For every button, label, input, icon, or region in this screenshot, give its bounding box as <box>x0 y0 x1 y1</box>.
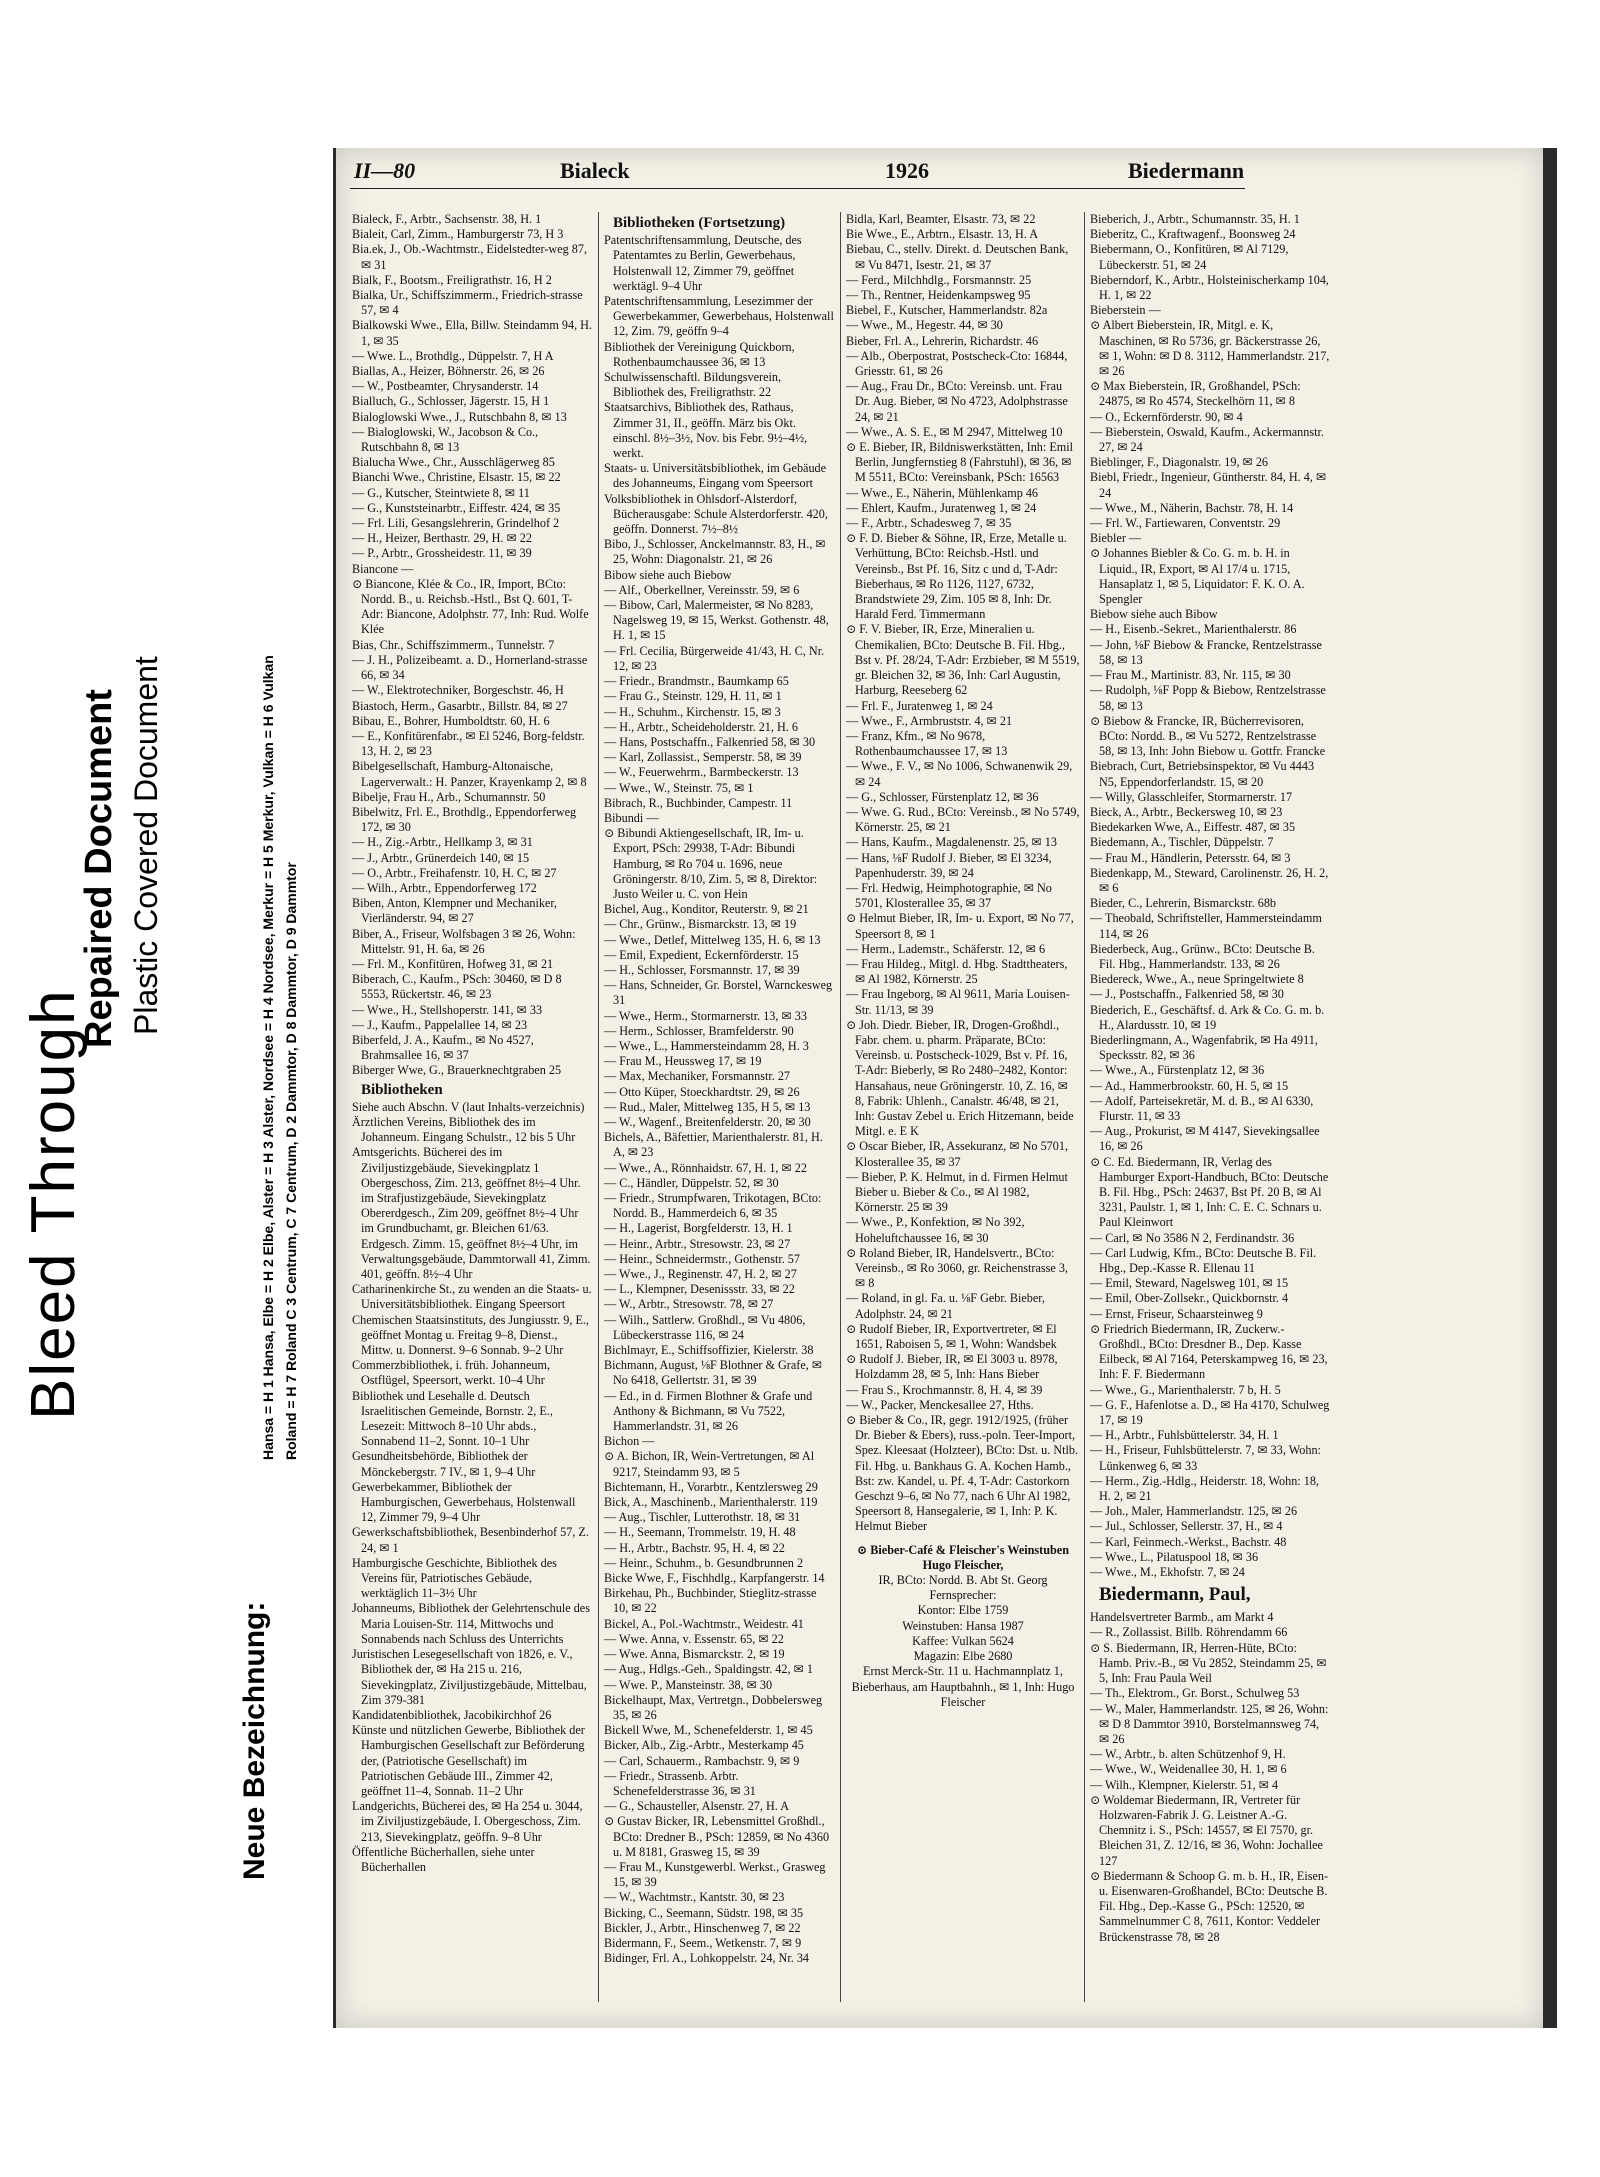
directory-entry: Commerzbibliothek, i. früh. Johanneum, Ostflügel, Speersort, werkt. 10–4 Uhr <box>352 1358 551 1388</box>
directory-entry: Ärztlichen Vereins, Bibliothek des im Johanneum. Eingang Schulstr., 12 bis 5 Uhr <box>352 1114 576 1145</box>
page-header <box>350 158 1245 189</box>
directory-entry: — Theobald, Schriftsteller, Hammersteindamm 114, ✉ 26 <box>1090 911 1322 941</box>
directory-entry: Biedermann, Paul, <box>1099 1584 1251 1606</box>
directory-entry: — J., Kaufm., Pappelallee 14, ✉ 23 <box>352 1017 528 1032</box>
directory-entry: — E., Konfitürenfabr., ✉ El 5246, Borg-feldstr. 13, H. 2, ✉ 23 <box>352 728 585 759</box>
directory-entry: Bidinger, Frl. A., Lohkoppelstr. 24, Nr. 34 <box>604 1951 810 1966</box>
directory-entry: Bieder, C., Lehrerin, Bismarckstr. 68b <box>1090 896 1277 911</box>
directory-entry: — J., Arbtr., Grünerdeich 140, ✉ 15 <box>352 850 530 865</box>
directory-entry: — Carl Ludwig, Kfm., BCto: Deutsche B. Fil. Hbg., Dep.-Kasse R. Ellenau 11 <box>1090 1245 1317 1276</box>
directory-entry: — Wwe. L., Brothdlg., Düppelstr. 7, H A <box>352 348 554 363</box>
directory-entry: Bieberich, J., Arbtr., Schumannstr. 35, H. 1 <box>1090 212 1300 226</box>
directory-entry: — O., Arbtr., Freihafenstr. 10, H. C, ✉ 27 <box>352 865 557 880</box>
directory-entry: — Wwe., F., Armbruststr. 4, ✉ 21 <box>846 713 1013 728</box>
directory-entry: — Wwe., L., Pilatuspool 18, ✉ 36 <box>1090 1549 1259 1564</box>
directory-entry: — Carl, ✉ No 3586 N 2, Ferdinandstr. 36 <box>1090 1230 1295 1245</box>
directory-entry: Bichlmayr, E., Schiffsoffizier, Kielerstr. 38 <box>604 1343 814 1358</box>
directory-entry: Biastoch, Herm., Gasarbtr., Billstr. 84, ✉ 27 <box>352 698 568 713</box>
directory-entry: — H., Arbtr., Fuhlsbüttelerstr. 34, H. 1 <box>1090 1428 1279 1443</box>
directory-entry: Bialeck, F., Arbtr., Sachsenstr. 38, H. 1 <box>352 212 542 226</box>
directory-entry: — Wwe., G., Marienthalerstr. 7 b, H. 5 <box>1090 1382 1281 1397</box>
cafe-line: Kaffee: Vulkan 5624 <box>912 1633 1014 1648</box>
directory-entry: — Wwe., P., Konfektion, ✉ No 392, Hoheluftchaussee 16, ✉ 30 <box>846 1215 1025 1245</box>
directory-entry: — Frl. W., Fartiewaren, Conventstr. 29 <box>1090 516 1281 531</box>
directory-entry: — Frl. Lili, Gesangslehrerin, Grindelhof 2 <box>352 516 560 531</box>
directory-entry: — Karl, Zollassist., Semperstr. 58, ✉ 39 <box>604 750 802 765</box>
directory-entry: — Heinr., Arbtr., Stresowstr. 23, ✉ 27 <box>604 1236 791 1251</box>
directory-entry: — H., Schuhm., Kirchenstr. 15, ✉ 3 <box>604 704 781 719</box>
directory-entry: ⊙ Biebow & Francke, IR, Bücherrevisoren, BCto: Nordd. B., ✉ Vu 5272, Rentzelstrasse 58, ✉ 13, Inh: John Biebow u. Gottfr. Francke <box>1090 713 1326 759</box>
directory-entry: — Wilh., Arbtr., Eppendorferweg 172 <box>352 880 537 895</box>
directory-entry: Bidla, Karl, Beamter, Elsastr. 73, ✉ 22 <box>846 212 1036 226</box>
directory-entry: Biederbeck, Aug., Grünw., BCto: Deutsche B. Fil. Hbg., Hammerlandstr. 133, ✉ 26 <box>1090 941 1315 971</box>
directory-entry: Bialkowski Wwe., Ella, Billw. Steindamm 94, H. 1, ✉ 35 <box>352 318 592 348</box>
directory-entry: Biederich, E., Geschäftsf. d. Ark & Co. G. m. b. H., Alardusstr. 10, ✉ 19 <box>1090 1002 1325 1032</box>
directory-entry: — Wwe., W., Weidenallee 30, H. 1, ✉ 6 <box>1090 1762 1287 1777</box>
directory-entry: — Roland, in gl. Fa. u. ⅛F Gebr. Bieber, Adolphstr. 24, ✉ 21 <box>846 1291 1045 1321</box>
column-2 <box>604 212 834 2012</box>
directory-entry: — Wwe. Anna, v. Essenstr. 65, ✉ 22 <box>604 1631 784 1646</box>
directory-entry: ⊙ Friedrich Biedermann, IR, Zuckerw.-Großhdl., BCto: Dresdner B., Dep. Kasse Eilbeck, ✉ Al 7164, Peterskampweg 16, ✉ 23, Inh: F. F. Biedermann <box>1090 1321 1328 1382</box>
directory-entry: — Otto Küper, Stoeckhardtstr. 29, ✉ 26 <box>604 1084 800 1099</box>
column-1 <box>352 212 592 2012</box>
directory-entry: ⊙ Bibundi Aktiengesellschaft, IR, Im- u. Export, PSch: 29938, T-Adr: Bibundi Hamburg, ✉ Ro 704 u. 1696, neue Gröningerstr. 8/10, Zim. 5, ✉ 8, Direktor: Justo Weiler u. C. von Hein <box>604 826 818 901</box>
directory-entry: ⊙ Bieber & Co., IR, gegr. 1912/1925, (früher Dr. Bieber & Ebers), russ.-poln. Teer-Import, Spez. Kleesaat (Holzteer), BCto: Dst. u. Ntlb. Fil. Hbg. u. Bankhaus G. A. Kochen Hamb., Bst: zw. Kandel, u. Pf. 4, T-Adr: Castorkorn Geschzt 9–6, ✉ No 77, nach 6 Uhr Al 1982, Speersort 8, Hansegalerie, ✉ 1, Inh: P. K. Helmut Bieber <box>846 1413 1079 1534</box>
directory-entry: — Frl. Cecilia, Bürgerweide 41/43, H. C, Nr. 12, ✉ 23 <box>604 643 825 673</box>
directory-entry: — W., Wachtmstr., Kantstr. 30, ✉ 23 <box>604 1890 785 1905</box>
column-divider <box>1084 212 1085 2002</box>
directory-entry: Bick, A., Maschinenb., Marienthalerstr. 119 <box>604 1495 818 1510</box>
directory-entry: Bibelje, Frau H., Arb., Schumannstr. 50 <box>352 789 546 804</box>
directory-entry: — C., Händler, Düppelstr. 52, ✉ 30 <box>604 1175 779 1190</box>
directory-entry: — Hans, Kaufm., Magdalenenstr. 25, ✉ 13 <box>846 835 1057 850</box>
directory-entry: — W., Arbtr., b. alten Schützenhof 9, H. <box>1090 1747 1286 1762</box>
directory-entry: Bicking, C., Seemann, Südstr. 198, ✉ 35 <box>604 1905 804 1920</box>
directory-entry: Bichmann, August, ⅛F Blothner & Grafe, ✉ No 6418, Gellertstr. 31, ✉ 39 <box>604 1358 823 1388</box>
directory-entry: Bialucha Wwe., Chr., Ausschlägerweg 85 <box>352 455 555 470</box>
directory-entry: — Rud., Maler, Mittelweg 135, H 5, ✉ 13 <box>604 1099 811 1114</box>
directory-entry: — Wwe., Detlef, Mittelweg 135, H. 6, ✉ 13 <box>604 932 821 947</box>
directory-entry: — Wwe. G. Rud., BCto: Vereinsb., ✉ No 5749, Körnerstr. 25, ✉ 21 <box>846 804 1080 835</box>
directory-entry: — Wwe., M., Hegestr. 44, ✉ 30 <box>846 318 1003 333</box>
directory-entry: Bichtemann, H., Vorarbtr., Kentzlersweg 29 <box>604 1479 818 1494</box>
directory-entry: — J. H., Polizeibeamt. a. D., Hornerland-strasse 66, ✉ 34 <box>352 652 588 683</box>
margin-line-2: Roland = H 7 Roland C 3 Centrum, C 7 Centrum, D 2 Dammtor, D 8 Dammtor, D 9 Dammtor <box>283 862 299 1460</box>
directory-entry: ⊙ Gustav Bicker, IR, Lebensmittel Großhdl., BCto: Dredner B., PSch: 12859, ✉ No 4360 u. M 8181, Grasweg 15, ✉ 39 <box>604 1814 830 1859</box>
directory-entry: — Max, Mechaniker, Forsmannstr. 27 <box>604 1069 791 1084</box>
directory-entry: ⊙ C. Ed. Biedermann, IR, Verlag des Hamburger Export-Handbuch, BCto: Deutsche B. Fil. Hbg., PSch: 24637, Bst Pf. 20 B, ✉ Al 3231, Paulstr. 1, ✉ 1, Inh: C. E. C. Schnars u. Paul Kleinwort <box>1090 1154 1329 1230</box>
margin-line-1: Hansa = H 1 Hansa, Elbe = H 2 Elbe, Alster = H 3 Alster, Nordsee = H 4 Nordsee, Merkur = H 5 Merkur, Vulkan = H 6 Vulkan <box>260 655 276 1460</box>
page-number: II—80 <box>354 158 416 183</box>
directory-entry: Kandidatenbibliothek, Jacobikirchhof 26 <box>352 1707 552 1722</box>
directory-entry: — Hans, Schneider, Gr. Borstel, Warnckesweg 31 <box>604 978 833 1008</box>
directory-entry: — Wwe., W., Steinstr. 75, ✉ 1 <box>604 780 754 795</box>
directory-entry: Bieberitz, C., Kraftwagenf., Boonsweg 24 <box>1090 227 1296 242</box>
directory-entry: Biebrach, Curt, Betriebsinspektor, ✉ Vu 4443 N5, Eppendorferlandstr. 15, ✉ 20 <box>1090 759 1315 789</box>
directory-entry: — Ernst, Friseur, Schaarsteinweg 9 <box>1090 1306 1263 1321</box>
directory-entry: Biedemann, A., Tischler, Düppelstr. 7 <box>1090 835 1274 850</box>
directory-entry: — Wwe., Herm., Stormarnerstr. 13, ✉ 33 <box>604 1008 807 1023</box>
directory-entry: — Friedr., Brandmstr., Baumkamp 65 <box>604 674 789 689</box>
directory-entry: — G., Schlosser, Fürstenplatz 12, ✉ 36 <box>846 789 1039 804</box>
directory-entry: Chemischen Staatsinstituts, des Jungiusstr. 9, E., geöffnet Montag u. Freitag 9–8, Dienst., Mittw. u. Donnerst. 9–6 Sonnab. 9–2 Uhr <box>352 1312 589 1358</box>
directory-entry: Bianchi Wwe., Christine, Elsastr. 15, ✉ 22 <box>352 470 561 485</box>
directory-entry: — Wwe., M., Näherin, Bachstr. 78, H. 14 <box>1090 500 1294 515</box>
directory-entry: Bieblinger, F., Diagonalstr. 19, ✉ 26 <box>1090 455 1269 470</box>
directory-entry: — G., Kutscher, Steintwiete 8, ✉ 11 <box>352 485 530 500</box>
directory-entry: — Friedr., Strumpfwaren, Trikotagen, BCto: Nordd. B., Hammerdeich 6, ✉ 35 <box>604 1191 822 1221</box>
directory-entry: — Aug., Hdlgs.-Geh., Spaldingstr. 42, ✉ 1 <box>604 1662 813 1677</box>
directory-entry: — Frau M., Heussweg 17, ✉ 19 <box>604 1054 762 1069</box>
page-edge <box>1543 148 1557 2028</box>
directory-entry: Landgerichts, Bücherei des, ✉ Ha 254 u. 3044, im Ziviljustizgebäude, I. Obergeschoss, Zim. 213, Sievekingplatz, geöffn. 9–8 Uhr <box>352 1799 583 1844</box>
directory-entry: — F., Arbtr., Schadesweg 7, ✉ 35 <box>846 516 1012 531</box>
directory-entry: Bibow siehe auch Biebow <box>604 567 732 582</box>
directory-entry: ⊙ A. Bichon, IR, Wein-Vertretungen, ✉ Al 9217, Steindamm 93, ✉ 5 <box>604 1449 815 1479</box>
directory-entry: Biebow siehe auch Bibow <box>1090 607 1218 622</box>
column-3 <box>846 212 1080 2012</box>
directory-entry: Biberfeld, J. A., Kaufm., ✉ No 4527, Brahmsallee 16, ✉ 37 <box>352 1032 534 1063</box>
directory-entry: — J., Postschaffn., Falkenried 58, ✉ 30 <box>1090 987 1284 1002</box>
directory-entry: Bibelwitz, Frl. E., Brothdlg., Eppendorferweg 172, ✉ 30 <box>352 804 577 835</box>
directory-entry: — H., Lagerist, Borgfelderstr. 13, H. 1 <box>604 1221 793 1236</box>
directory-entry: — H., Arbtr., Bachstr. 95, H. 4, ✉ 22 <box>604 1540 785 1555</box>
directory-entry: Biben, Anton, Klempner und Mechaniker, Vierländerstr. 94, ✉ 27 <box>352 896 557 926</box>
directory-entry: — Wwe., J., Reginenstr. 47, H. 2, ✉ 27 <box>604 1267 797 1282</box>
cafe-line: IR, BCto: Nordd. B. Abt St. Georg <box>878 1573 1048 1588</box>
directory-entry: — Wwe., H., Stellshoperstr. 141, ✉ 33 <box>352 1002 543 1017</box>
directory-entry: Bicker, Alb., Zig.-Arbtr., Mesterkamp 45 <box>604 1738 804 1753</box>
plastic-covered-stamp: Plastic Covered Document <box>128 656 164 1035</box>
column-3-entries <box>846 212 1080 1535</box>
directory-entry: — H., Arbtr., Scheideholderstr. 21, H. 6 <box>604 719 798 734</box>
directory-entry: — G., Schausteller, Alsenstr. 27, H. A <box>604 1799 790 1814</box>
directory-entry: Biedenkapp, M., Steward, Carolinenstr. 26, H. 2, ✉ 6 <box>1090 865 1329 895</box>
directory-entry: Catharinenkirche St., zu wenden an die Staats- u. Universitätsbibliothek. Eingang Speersort <box>352 1282 592 1312</box>
directory-entry: — Frau M., Kunstgewerbl. Werkst., Grasweg 15, ✉ 39 <box>604 1859 826 1890</box>
header-first-entry: Bialeck <box>560 158 630 183</box>
directory-entry: Volksbibliothek in Ohlsdorf-Alsterdorf, Bücherausgabe: Schule Alsterdorferstr. 420, geöffn. Donnerst. 7½–8½ <box>604 491 828 537</box>
directory-entry: ⊙ Helmut Bieber, IR, Im- u. Export, ✉ No 77, Speersort 8, ✉ 1 <box>846 911 1074 941</box>
directory-entry: — Herm., Lademstr., Schäferstr. 12, ✉ 6 <box>846 941 1046 956</box>
directory-entry: — P., Arbtr., Grossheidestr. 11, ✉ 39 <box>352 546 532 561</box>
directory-entry: Bibrach, R., Buchbinder, Campestr. 11 <box>604 795 793 810</box>
directory-entry: Bibliothek der Vereinigung Quickborn, Rothenbaumchaussee 36, ✉ 13 <box>604 339 795 369</box>
directory-entry: Bieck, A., Arbtr., Beckersweg 10, ✉ 23 <box>1090 804 1283 819</box>
directory-entry: — W., Postbeamter, Chrysanderstr. 14 <box>352 379 539 394</box>
directory-entry: Bibliotheken <box>361 1081 443 1098</box>
directory-entry: — H., Eisenb.-Sekret., Marienthalerstr. 86 <box>1090 622 1297 637</box>
header-last-entry: Biedermann <box>1128 158 1245 183</box>
cafe-line: Fernsprecher: <box>929 1588 997 1603</box>
directory-entry: — Emil, Expedient, Eckernförderstr. 15 <box>604 947 799 962</box>
directory-entry: — G., Kunststeinarbtr., Eiffestr. 424, ✉ 35 <box>352 500 561 515</box>
directory-entry: Biederlingmann, A., Wagenfabrik, ✉ Ha 4911, Specksstr. 82, ✉ 36 <box>1090 1032 1318 1063</box>
directory-entry: Biebau, C., stellv. Direkt. d. Deutschen Bank, ✉ Vu 8471, Isestr. 21, ✉ 37 <box>846 242 1069 272</box>
directory-entry: Bichon — <box>604 1434 655 1449</box>
directory-entry: — L., Klempner, Desenissstr. 33, ✉ 22 <box>604 1282 795 1297</box>
directory-entry: — Bialoglowski, W., Jacobson & Co., Rutschbahn 8, ✉ 13 <box>352 424 539 455</box>
directory-entry: — Frau G., Steinstr. 129, H. 11, ✉ 1 <box>604 689 782 704</box>
directory-entry: — Franz, Kfm., ✉ No 9678, Rothenbaumchaussee 17, ✉ 13 <box>846 728 1008 759</box>
directory-entry: — Wwe. P., Mansteinstr. 38, ✉ 30 <box>604 1677 773 1692</box>
directory-entry: — W., Packer, Menckesallee 27, Hths. <box>846 1397 1034 1412</box>
directory-entry: Staats- u. Universitätsbibliothek, im Gebäude des Johanneums, Eingang vom Speersort <box>604 461 827 491</box>
directory-entry: ⊙ Rudolf J. Bieber, IR, ✉ El 3003 u. 8978, Holzdamm 28, ✉ 5, Inh: Hans Bieber <box>846 1352 1058 1382</box>
directory-entry: — Wwe. Anna, Bismarckstr. 2, ✉ 19 <box>604 1647 785 1662</box>
directory-entry: Biancone — <box>352 561 414 576</box>
directory-entry: Bickell Wwe, M., Schenefelderstr. 1, ✉ 45 <box>604 1723 813 1738</box>
directory-entry: Biberger Wwe, G., Brauerknechtgraben 25 <box>352 1063 562 1078</box>
directory-entry: Handelsvertreter Barmb., am Markt 4 <box>1090 1610 1274 1625</box>
directory-entry: — Th., Elektrom., Gr. Borst., Schulweg 53 <box>1090 1686 1300 1701</box>
directory-entry: Gewerkschaftsbibliothek, Besenbinderhof 57, Z. 24, ✉ 1 <box>352 1525 589 1555</box>
directory-entry: ⊙ F. D. Bieber & Söhne, IR, Erze, Metalle u. Verhüttung, BCto: Reichsb.-Hstl. und Vereinsb., Bst Pf. 16, Sitz c und d, T-Adr: Bieberhaus, ✉ Ro 1126, 1127, 6732, Brandstwiete 29, Zim. 105 ✉ 8, Inh: Dr. Harald Ferd. Timmermann <box>846 531 1067 622</box>
directory-entry: — Wwe., E., Näherin, Mühlenkamp 46 <box>846 485 1039 500</box>
directory-entry: — W., Wagenf., Breitenfelderstr. 20, ✉ 30 <box>604 1114 811 1129</box>
cafe-name: ⊙ Bieber-Café & Fleischer's Weinstuben Hugo Fleischer, <box>857 1542 1069 1572</box>
directory-entry: — Aug., Tischler, Lutterothstr. 18, ✉ 31 <box>604 1510 801 1525</box>
directory-entry: ⊙ Oscar Bieber, IR, Assekuranz, ✉ No 5701, Klosterallee 35, ✉ 37 <box>846 1139 1068 1169</box>
directory-entry: — Herm., Schlosser, Bramfelderstr. 90 <box>604 1023 794 1038</box>
directory-entry: — Carl, Schauerm., Rambachstr. 9, ✉ 9 <box>604 1753 800 1768</box>
directory-entry: ⊙ Johannes Biebler & Co. G. m. b. H. in Liquid., IR, Export, ✉ Al 17/4 u. 1715, Hansaplatz 1, ✉ 5, Liquidator: F. K. O. A. Spengler <box>1090 546 1305 607</box>
directory-entry: — Frau Hildeg., Mitgl. d. Hbg. Stadttheaters, ✉ Al 1982, Körnerstr. 25 <box>846 956 1068 987</box>
directory-entry: Bibo, J., Schlosser, Anckelmannstr. 83, H., ✉ 25, Wohn: Diagonalstr. 21, ✉ 26 <box>604 537 826 567</box>
directory-entry: — H., Friseur, Fuhlsbüttelerstr. 7, ✉ 33, Wohn: Lünkenweg 6, ✉ 33 <box>1090 1443 1321 1473</box>
directory-entry: — Aug., Prokurist, ✉ M 4147, Sievekingsallee 16, ✉ 26 <box>1090 1124 1320 1154</box>
directory-entry: Bidermann, F., Seem., Wetkenstr. 7, ✉ 9 <box>604 1935 802 1950</box>
margin-title: Neue Bezeichnung: <box>238 1601 271 1880</box>
directory-entry: Öffentliche Bücherhallen, siehe unter Bücherhallen <box>352 1844 535 1874</box>
directory-entry: — Alf., Oberkellner, Vereinsstr. 59, ✉ 6 <box>604 582 800 597</box>
directory-entry: — Wwe., F. V., ✉ No 1006, Schwanenwik 29, ✉ 24 <box>846 759 1073 789</box>
directory-entry: — O., Eckernförderstr. 90, ✉ 4 <box>1090 409 1243 424</box>
directory-entry: Bieberndorf, K., Arbtr., Holsteinischerkamp 104, H. 1, ✉ 22 <box>1090 272 1329 303</box>
directory-entry: Biebler — <box>1090 531 1142 546</box>
directory-entry: Bialeit, Carl, Zimm., Hamburgerstr 73, H 3 <box>352 227 564 242</box>
directory-entry: ⊙ Albert Bieberstein, IR, Mitgl. e. K, Maschinen, ✉ Ro 5736, gr. Bäckerstrasse 26, ✉ 1, Wohn: ✉ D 8. 3112, Hammerlandstr. 217, ✉ 26 <box>1090 318 1330 379</box>
directory-entry: ⊙ S. Biedermann, IR, Herren-Hüte, BCto: Hamb. Priv.-B., ✉ Vu 2852, Steindamm 25, ✉ 5, Inh: Frau Paula Weil <box>1090 1640 1327 1686</box>
directory-entry: — Friedr., Strassenb. Arbtr. Schenefelderstrasse 36, ✉ 31 <box>604 1768 756 1798</box>
directory-entry: — H., Schlosser, Forsmannstr. 17, ✉ 39 <box>604 962 800 977</box>
directory-entry: Biberach, C., Kaufm., PSch: 30460, ✉ D 8 5553, Rückertstr. 46, ✉ 23 <box>352 972 562 1002</box>
directory-entry: — R., Zollassist. Billb. Röhrendamm 66 <box>1090 1625 1288 1640</box>
directory-entry: — Wwe., A. S. E., ✉ M 2947, Mittelweg 10 <box>846 424 1063 439</box>
directory-entry: — Frl. Hedwig, Heimphotographie, ✉ No 5701, Klosterallee 35, ✉ 37 <box>846 880 1052 911</box>
directory-entry: — Emil, Ober-Zollsekr., Quickbornstr. 4 <box>1090 1291 1289 1306</box>
directory-entry: Biber, A., Friseur, Wolfsbagen 3 ✉ 26, Wohn: Mittelstr. 91, H. 6a, ✉ 26 <box>352 926 576 956</box>
directory-entry: Birkehau, Ph., Buchbinder, Stieglitz-strasse 10, ✉ 22 <box>604 1586 817 1616</box>
directory-entry: — Chr., Grünw., Bismarckstr. 13, ✉ 19 <box>604 917 797 932</box>
directory-entry: Patentschriftensammlung, Deutsche, des Patentamtes zu Berlin, Gewerbehaus, Holstenwall 12, Zimmer 79, geöffnet werktägl. 9–4 Uhr <box>604 233 802 293</box>
directory-entry: Juristischen Lesegesellschaft von 1826, e. V., Bibliothek der, ✉ Ha 215 u. 216, Sievekingplatz, Ziviljustizgebäude, Mittelbau, Zim 379-381 <box>352 1647 587 1707</box>
directory-entry: — Wwe., A., Rönnhaidstr. 67, H. 1, ✉ 22 <box>604 1160 807 1175</box>
directory-entry: — Aug., Frau Dr., BCto: Vereinsb. unt. Frau Dr. Aug. Bieber, ✉ No 4723, Adolphstrasse 24, ✉ 21 <box>846 379 1068 424</box>
directory-entry: — Herm., Zig.-Hdlg., Heiderstr. 18, Wohn: 18, H. 2, ✉ 21 <box>1090 1473 1319 1504</box>
directory-entry: Biedereck, Wwe., A., neue Springeltwiete 8 <box>1090 972 1304 987</box>
directory-entry: — Heinr., Schuhm., b. Gesundbrunnen 2 <box>604 1555 804 1570</box>
directory-entry: Bibundi — <box>604 810 659 825</box>
directory-entry: — Frau M., Händlerin, Petersstr. 64, ✉ 3 <box>1090 850 1291 865</box>
directory-entry: — Alb., Oberpostrat, Postscheck-Cto: 16844, Griesstr. 61, ✉ 26 <box>846 348 1068 379</box>
column-4 <box>1090 212 1330 2012</box>
directory-entry: — Ad., Hammerbrookstr. 60, H. 5, ✉ 15 <box>1090 1078 1289 1093</box>
directory-entry: — W., Maler, Hammerlandstr. 125, ✉ 26, Wohn: ✉ D 8 Dammtor 3910, Borstelmannsweg 74, ✉ 26 <box>1090 1701 1329 1746</box>
directory-entry: Bichel, Aug., Konditor, Reuterstr. 9, ✉ 21 <box>604 902 809 917</box>
directory-entry: Bieber, Frl. A., Lehrerin, Richardstr. 46 <box>846 333 1039 348</box>
directory-entry: — Frau S., Krochmannstr. 8, H. 4, ✉ 39 <box>846 1382 1043 1397</box>
directory-entry: Bichels, A., Bäfettier, Marienthalerstr. 81, H. A, ✉ 23 <box>604 1130 823 1160</box>
directory-entry: Bialoglowski Wwe., J., Rutschbahn 8, ✉ 13 <box>352 409 567 424</box>
directory-entry: — Bieber, P. K. Helmut, in d. Firmen Helmut Bieber u. Bieber & Co., ✉ Al 1982, Körnerstr. 25 ✉ 39 <box>846 1169 1068 1215</box>
directory-entry: Bibliotheken (Fortsetzung) <box>613 215 786 231</box>
directory-entry: Gesundheitsbehörde, Bibliothek der Mönckebergstr. 7 IV., ✉ 1, 9–4 Uhr <box>352 1449 536 1479</box>
cafe-advertisement <box>846 1543 1080 1710</box>
directory-entry: — John, ⅛F Biebow & Francke, Rentzelstrasse 58, ✉ 13 <box>1090 637 1322 667</box>
directory-entry: — W., Feuerwehrm., Barmbeckerstr. 13 <box>604 765 799 780</box>
directory-entry: ⊙ F. V. Bieber, IR, Erze, Mineralien u. Chemikalien, BCto: Deutsche B. Fil. Hbg., Bst v. Pf. 28/24, T-Adr: Erzbieber, ✉ M 5519, gr. Bleichen 32, ✉ 36, Inh: Carl Augustin, Harburg, Reeseberg 62 <box>846 622 1080 698</box>
directory-entry: Bia.ek, J., Ob.-Wachtmstr., Eidelstedter-weg 87, ✉ 31 <box>352 242 588 272</box>
cafe-line: Magazin: Elbe 2680 <box>913 1649 1013 1664</box>
directory-entry: Biebel, F., Kutscher, Hammerlandstr. 82a <box>846 303 1048 318</box>
directory-entry: Bibelgesellschaft, Hamburg-Altonaische, Lagerverwalt.: H. Panzer, Krayenkamp 2, ✉ 8 <box>352 759 587 789</box>
directory-entry: Künste und nützlichen Gewerbe, Bibliothek der Hamburgischen Gesellschaft zur Beförderung der, (Patriotische Gesellschaft) im Patriotischen Gebäude III., Zimmer 42, geöffnet 11–4, Sonnab. 11–2 Uhr <box>352 1723 585 1798</box>
directory-entry: — Willy, Glasschleifer, Stormarnerstr. 17 <box>1090 789 1293 804</box>
directory-entry: Biebl, Friedr., Ingenieur, Güntherstr. 84, H. 4, ✉ 24 <box>1090 470 1327 500</box>
directory-entry: — Bieberstein, Oswald, Kaufm., Ackermannstr. 27, ✉ 24 <box>1090 424 1324 455</box>
directory-entry: ⊙ Joh. Diedr. Bieber, IR, Drogen-Großhdl., Fabr. chem. u. pharm. Präparate, BCto: Vereinsb. u. Postscheck-1029, Bst v. Pf. 16, T-Adr: Bieberly, ✉ Ro 2480–2482, Kontor: Hansahaus, neue Gröningerstr. 10, Z. 16, ✉ 8, Fabrik: Uhlenh., Canalstr. 46/48, ✉ 21, Inh: Gustav Zebel u. Erich Hitzemann, beide Mitgl. e. E K <box>846 1017 1074 1139</box>
directory-entry: ⊙ Rudolf Bieber, IR, Exportvertreter, ✉ El 1651, Raboisen 5, ✉ 1, Wohn: Wandsbek <box>846 1321 1057 1352</box>
directory-entry: — Hans, Postschaffn., Falkenried 58, ✉ 30 <box>604 734 816 749</box>
directory-entry: — H., Heizer, Berthastr. 29, H. ✉ 22 <box>352 531 532 546</box>
directory-entry: ⊙ Biedermann & Schoop G. m. b. H., IR, Eisen- u. Eisenwaren-Großhandel, BCto: Deutsche B. Fil. Hbg., Dep.-Kasse G., PSch: 12520, ✉ Sammelnummer C 8, 7611, Kontor: Veddeler Brückenstrasse 78, ✉ 28 <box>1090 1868 1329 1944</box>
header-year: 1926 <box>885 158 929 183</box>
directory-entry: Patentschriftensammlung, Lesezimmer der Gewerbekammer, Gewerbehaus, Holstenwall 12, Zim. 79, geöffn 9–4 <box>604 294 834 339</box>
directory-entry: — Hans, ⅛F Rudolf J. Bieber, ✉ El 3234, Papenhuderstr. 39, ✉ 24 <box>846 850 1052 880</box>
directory-entry: ⊙ Biancone, Klée & Co., IR, Import, BCto: Nordd. B., u. Reichsb.-Hstl., Bst Q. 601, T-Adr: Biancone, Adolphstr. 77, Inh: Rud. Wolfe Klée <box>352 576 589 637</box>
directory-entry: — Adolf, Parteisekretär, M. d. B., ✉ Al 6330, Flurstr. 11, ✉ 33 <box>1090 1093 1314 1123</box>
directory-entry: — Joh., Maler, Hammerlandstr. 125, ✉ 26 <box>1090 1504 1298 1519</box>
directory-entry: — Frau M., Martinistr. 83, Nr. 115, ✉ 30 <box>1090 668 1291 683</box>
directory-entry: — Jul., Schlosser, Sellerstr. 37, H., ✉ 4 <box>1090 1519 1283 1534</box>
directory-entry: — Ferd., Milchhdlg., Forsmannstr. 25 <box>846 272 1032 287</box>
directory-entry: — H., Zig.-Arbtr., Hellkamp 3, ✉ 31 <box>352 835 533 850</box>
directory-entry: — Frau Ingeborg, ✉ Al 9611, Maria Louisen-Str. 11/13, ✉ 39 <box>846 987 1070 1017</box>
directory-entry: — H., Seemann, Trommelstr. 19, H. 48 <box>604 1525 796 1540</box>
directory-entry: — G. F., Hafenlotse a. D., ✉ Ha 4170, Schulweg 17, ✉ 19 <box>1090 1397 1330 1428</box>
directory-entry: — W., Elektrotechniker, Borgeschstr. 46, H <box>352 683 564 698</box>
directory-entry: ⊙ E. Bieber, IR, Bildniswerkstätten, Inh: Emil Berlin, Jungfernstieg 8 (Fahrstuhl), ✉ 36, ✉ M 5511, BCto: Vereinsbank, PSch: 16563 <box>846 440 1074 485</box>
directory-entry: ⊙ Roland Bieber, IR, Handelsvertr., BCto: Vereinsb., ✉ Ro 3060, gr. Reichenstrasse 3, ✉ 8 <box>846 1245 1068 1291</box>
directory-entry: — Wwe., L., Hammersteindamm 28, H. 3 <box>604 1038 809 1053</box>
column-divider <box>840 212 841 2002</box>
directory-entry: — Wilh., Klempner, Kielerstr. 51, ✉ 4 <box>1090 1777 1279 1792</box>
directory-entry: — Wilh., Sattlerw. Großhdl., ✉ Vu 4806, Lübeckerstrasse 116, ✉ 24 <box>604 1312 806 1342</box>
directory-entry: — Frl. M., Konfitüren, Hofweg 31, ✉ 21 <box>352 956 554 971</box>
directory-entry: — Th., Rentner, Heidenkampsweg 95 <box>846 288 1031 303</box>
directory-entry: Bialk, F., Bootsm., Freiligrathstr. 16, H 2 <box>352 272 552 287</box>
directory-entry: Bialka, Ur., Schiffszimmerm., Friedrich-strasse 57, ✉ 4 <box>352 288 583 318</box>
directory-entry: Staatsarchivs, Bibliothek des, Rathaus, Zimmer 31, II., geöffn. März bis Okt. einschl. 8½–3½, Nov. bis Febr. 9½–4½, werkt. <box>604 400 808 461</box>
directory-entry: Bibau, E., Bohrer, Humboldtstr. 60, H. 6 <box>352 713 550 728</box>
directory-entry: Bickler, J., Arbtr., Hinschenweg 7, ✉ 22 <box>604 1920 801 1935</box>
directory-entry: Bickelhaupt, Max, Vertretgn., Dobbelersweg 35, ✉ 26 <box>604 1692 823 1722</box>
directory-entry: Hamburgische Geschichte, Bibliothek des Vereins für, Patriotisches Gebäude, werktäglich 11–3½ Uhr <box>352 1555 557 1601</box>
directory-entry: Biallas, A., Heizer, Böhnerstr. 26, ✉ 26 <box>352 364 545 379</box>
directory-entry: — Ehlert, Kaufm., Juratenweg 1, ✉ 24 <box>846 500 1037 515</box>
directory-entry: — Bibow, Carl, Malermeister, ✉ No 8283, Nagelsweg 19, ✉ 15, Werkst. Gothenstr. 48, H. 1, ✉ 15 <box>604 598 829 643</box>
directory-entry: — Rudolph, ⅛F Popp & Biebow, Rentzelstrasse 58, ✉ 13 <box>1090 683 1326 713</box>
directory-entry: Bie Wwe., E., Arbtrn., Elsastr. 13, H. A <box>846 227 1039 242</box>
directory-entry: Schulwissenschaftl. Bildungsverein, Bibliothek des, Freiligrathstr. 22 <box>604 370 782 400</box>
directory-entry: Bialluch, G., Schlosser, Jägerstr. 15, H 1 <box>352 394 550 409</box>
directory-entry: Gewerbekammer, Bibliothek der Hamburgischen, Gewerbehaus, Holstenwall 12, Zimmer 79, 9–4 Uhr <box>352 1479 576 1525</box>
directory-entry: — Frl. F., Juratenweg 1, ✉ 24 <box>846 698 993 713</box>
directory-entry: — Emil, Steward, Nagelsweg 101, ✉ 15 <box>1090 1276 1289 1291</box>
directory-entry: Biedekarken Wwe, A., Eiffestr. 487, ✉ 35 <box>1090 820 1296 835</box>
directory-entry: ⊙ Max Bieberstein, IR, Großhandel, PSch: 24875, ✉ Ro 4574, Steckelhörn 11, ✉ 8 <box>1090 379 1301 409</box>
directory-entry: Amtsgerichts. Bücherei des im Ziviljustizgebäude, Sievekingplatz 1 Obergeschoss, Zim. 213, geöffnet 8½–4 Uhr. im Strafjustizgebäude, Sievekingplatz Obererdgesch., Zim 209, geöffnet 8½–4 Uhr im Grundbuchamt, gr. Bleichen 61/63. Erdgesch. Zimm. 15, geöffnet 8½–4 Uhr, im Verwaltungsgebäude, Dammtorwall 41, Zimm. 401, geöffn. 8½–4 Uhr <box>352 1145 591 1282</box>
bleed-through-stamp: Bleed Through <box>19 988 88 1420</box>
directory-entry: Bias, Chr., Schiffszimmerm., Tunnelstr. 7 <box>352 637 555 652</box>
directory-entry: — Heinr., Schneidermstr., Gothenstr. 57 <box>604 1251 800 1266</box>
repaired-document-stamp: Repaired Document <box>78 689 120 1048</box>
cafe-line: Ernst Merck-Str. 11 u. Hachmannplatz 1, Bieberhaus, am Hauptbahnh., ✉ 1, Inh: Hugo Fleischer <box>851 1664 1075 1709</box>
directory-entry: Biebermann, O., Konfitüren, ✉ Al 7129, Lübeckerstr. 51, ✉ 24 <box>1090 242 1289 272</box>
directory-entry: Bieberstein — <box>1090 303 1161 318</box>
directory-entry: Johanneums, Bibliothek der Gelehrtenschule des Maria Louisen-Str. 114, Mittwochs und Sonnabends nach Schluss des Unterrichts <box>352 1601 590 1646</box>
directory-entry: — W., Arbtr., Stresowstr. 78, ✉ 27 <box>604 1297 774 1312</box>
directory-entry: — Wwe., M., Ekhofstr. 7, ✉ 24 <box>1090 1565 1245 1580</box>
cafe-line: Kontor: Elbe 1759 <box>917 1603 1009 1618</box>
directory-entry: — Wwe., A., Fürstenplatz 12, ✉ 36 <box>1090 1063 1265 1078</box>
directory-entry: Bibliothek und Lesehalle d. Deutsch Israelitischen Gemeinde, Bornstr. 2, E., Lesezeit: Mittwoch 8–10 Uhr abds., Sonnabend 11–2, Sonnt. 10–1 Uhr <box>352 1388 553 1449</box>
directory-entry: ⊙ Woldemar Biedermann, IR, Vertreter für Holzwaren-Fabrik J. G. Leistner A.-G. Chemnitz i. S., PSch: 14557, ✉ El 7570, gr. Bleichen 31, Z. 12/16, ✉ 36, Wohn: Jochallee 127 <box>1090 1792 1323 1868</box>
directory-entry: — Karl, Feinmech.-Werkst., Bachstr. 48 <box>1090 1534 1287 1549</box>
column-divider <box>598 212 599 2002</box>
directory-entry: Bicke Wwe, F., Fischhdlg., Karpfangerstr. 14 <box>604 1571 825 1586</box>
directory-entry: Bickel, A., Pol.-Wachtmstr., Weidestr. 41 <box>604 1616 804 1631</box>
cafe-line: Weinstuben: Hansa 1987 <box>902 1618 1024 1633</box>
directory-entry: — Ed., in d. Firmen Blothner & Grafe und Anthony & Bichmann, ✉ Vu 7522, Hammerlandstr. 31, ✉ 26 <box>604 1388 813 1434</box>
directory-entry: Siehe auch Abschn. V (laut Inhalts-verzeichnis) <box>352 1099 585 1114</box>
